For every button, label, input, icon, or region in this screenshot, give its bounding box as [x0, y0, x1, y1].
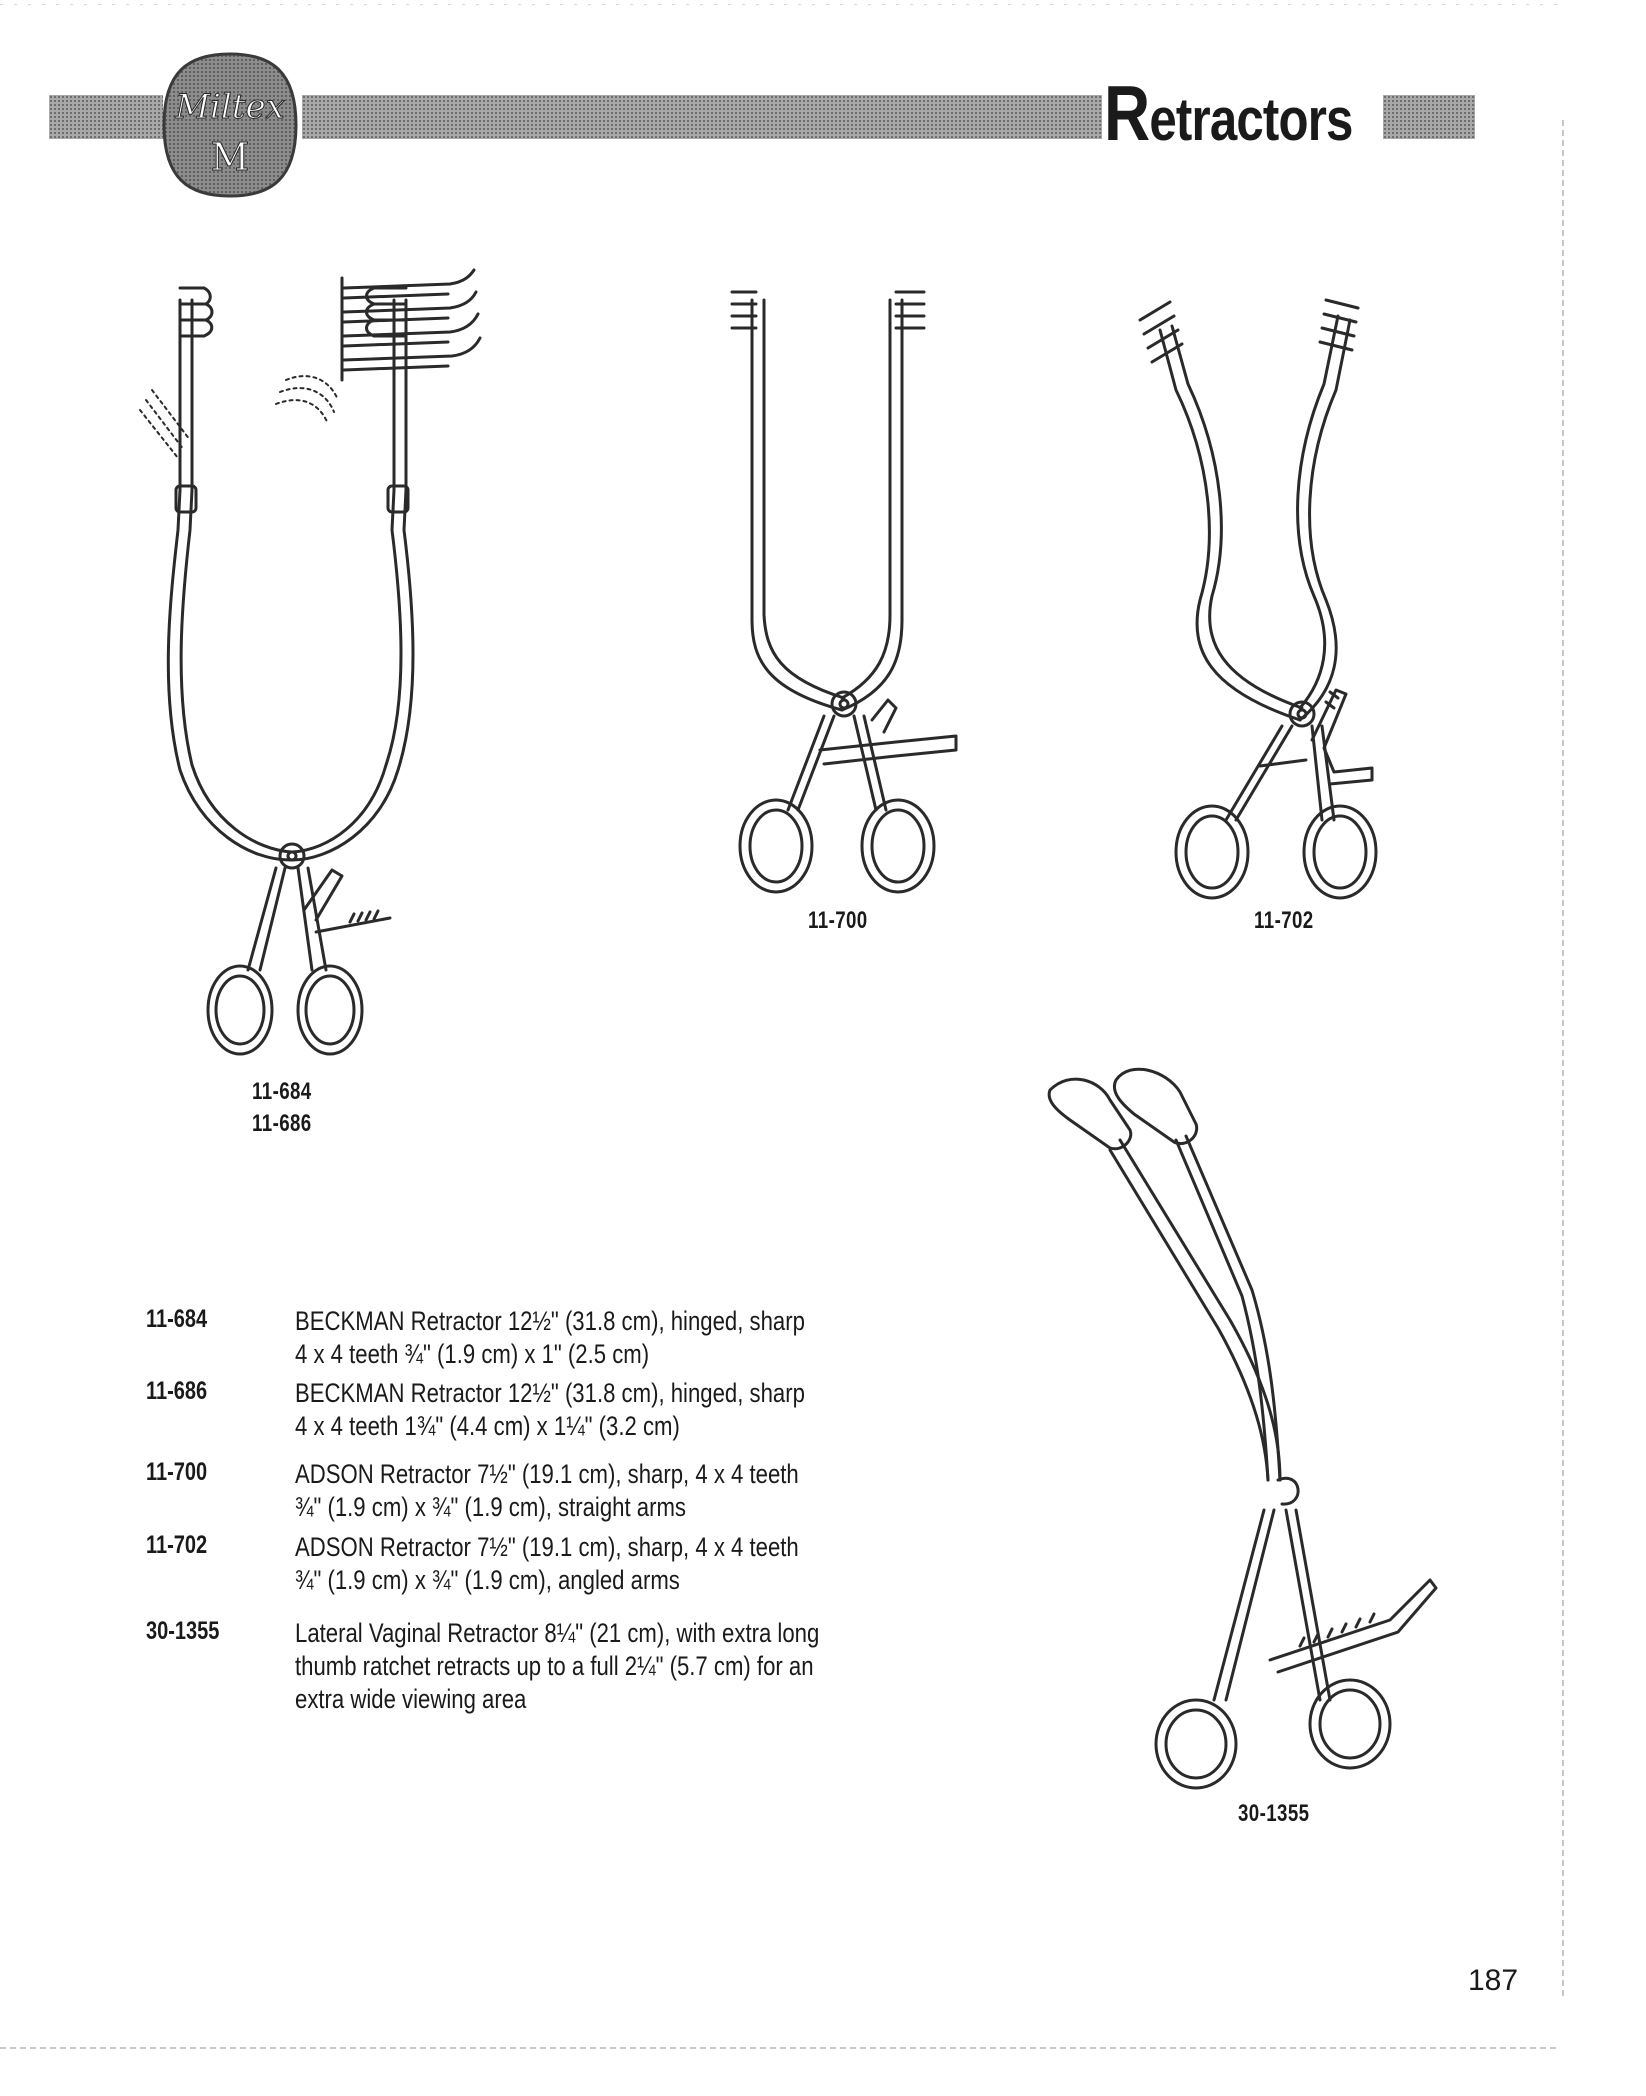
header-band-left [49, 95, 163, 139]
item-code: 30-1355 [146, 1617, 220, 1645]
item-description-line: Lateral Vaginal Retractor 8¼" (21 cm), with extra long [295, 1618, 820, 1648]
item-code: 11-702 [146, 1531, 208, 1559]
page-title [1104, 69, 1353, 157]
page-number: 187 [1468, 1964, 1519, 1997]
adson-angled-retractor-illustration [1140, 280, 1400, 900]
miltex-logo [160, 50, 300, 200]
item-description [295, 1531, 885, 1597]
item-description [295, 1458, 885, 1524]
figure-code-11-700: 11-700 [808, 907, 868, 934]
item-description [295, 1377, 885, 1443]
item-description-line: BECKMAN Retractor 12½" (31.8 cm), hinged, sharp [295, 1378, 805, 1408]
item-description-line: BECKMAN Retractor 12½" (31.8 cm), hinged, sharp [295, 1306, 805, 1336]
figure-code-30-1355: 30-1355 [1238, 1800, 1310, 1827]
item-description-line: extra wide viewing area [295, 1684, 527, 1714]
page-title-initial: R [1104, 69, 1150, 157]
header-band-right [1383, 95, 1475, 139]
lateral-vaginal-retractor-illustration [1030, 1060, 1450, 1790]
logo-script-text: Miltex [175, 87, 285, 127]
page-edge-top [0, 4, 1560, 5]
item-code: 11-684 [146, 1305, 208, 1333]
logo-monogram: M [210, 135, 250, 179]
item-description-line: thumb ratchet retracts up to a full 2¼" (5.7 cm) for an [295, 1651, 814, 1681]
item-description-line: ¾" (1.9 cm) x ¾" (1.9 cm), angled arms [295, 1565, 680, 1595]
item-code: 11-686 [146, 1377, 208, 1405]
item-code: 11-700 [146, 1458, 208, 1486]
adson-straight-retractor-illustration [720, 280, 980, 900]
item-description-line: ¾" (1.9 cm) x ¾" (1.9 cm), straight arms [295, 1492, 686, 1522]
item-description-line: 4 x 4 teeth 1¾" (4.4 cm) x 1¼" (3.2 cm) [295, 1411, 680, 1441]
figure-code-11-686: 11-686 [252, 1110, 312, 1137]
header-band-middle [302, 95, 1102, 139]
item-description-line: 4 x 4 teeth ¾" (1.9 cm) x 1" (2.5 cm) [295, 1339, 650, 1369]
figure-code-11-702: 11-702 [1254, 907, 1314, 934]
item-description-line: ADSON Retractor 7½" (19.1 cm), sharp, 4 x 4 teeth [295, 1459, 799, 1489]
page-edge-right [1562, 120, 1564, 2000]
item-description [295, 1617, 885, 1716]
page-title-rest: etractors [1149, 86, 1353, 153]
page-edge-bottom [0, 2047, 1560, 2049]
item-description [295, 1305, 885, 1371]
figure-code-11-684: 11-684 [252, 1078, 312, 1105]
beckman-retractor-illustration [80, 270, 680, 1070]
item-description-line: ADSON Retractor 7½" (19.1 cm), sharp, 4 x 4 teeth [295, 1532, 799, 1562]
